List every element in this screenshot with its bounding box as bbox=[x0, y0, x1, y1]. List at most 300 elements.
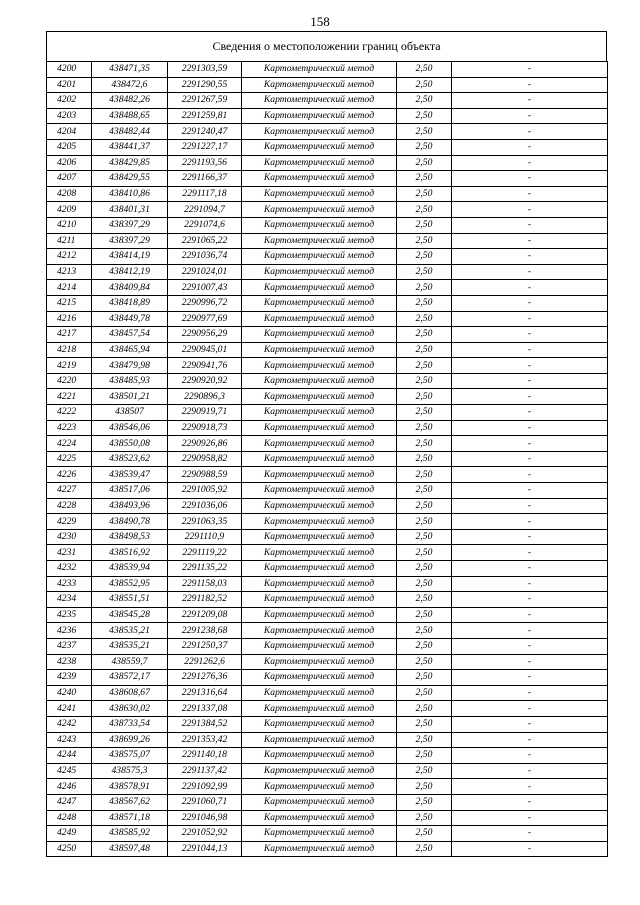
cell-method: Картометрический метод bbox=[242, 576, 397, 592]
table-row bbox=[47, 233, 608, 249]
cell-x-coordinate: 438457,54 bbox=[92, 327, 168, 343]
coordinates-table bbox=[46, 61, 608, 857]
cell-description: - bbox=[452, 467, 608, 483]
cell-accuracy: 2,50 bbox=[397, 826, 452, 842]
cell-accuracy: 2,50 bbox=[397, 841, 452, 857]
cell-description: - bbox=[452, 545, 608, 561]
cell-accuracy: 2,50 bbox=[397, 732, 452, 748]
cell-point-number: 4200 bbox=[47, 62, 92, 78]
cell-accuracy: 2,50 bbox=[397, 483, 452, 499]
cell-x-coordinate: 438479,98 bbox=[92, 358, 168, 374]
cell-y-coordinate: 2291117,18 bbox=[168, 186, 242, 202]
cell-y-coordinate: 2291052,92 bbox=[168, 826, 242, 842]
cell-point-number: 4218 bbox=[47, 342, 92, 358]
table-row bbox=[47, 93, 608, 109]
coordinates-table-body bbox=[47, 62, 608, 857]
cell-accuracy: 2,50 bbox=[397, 685, 452, 701]
table-row bbox=[47, 139, 608, 155]
cell-y-coordinate: 2290958,82 bbox=[168, 451, 242, 467]
cell-accuracy: 2,50 bbox=[397, 561, 452, 577]
cell-x-coordinate: 438485,93 bbox=[92, 373, 168, 389]
cell-point-number: 4227 bbox=[47, 483, 92, 499]
cell-method: Картометрический метод bbox=[242, 529, 397, 545]
cell-description: - bbox=[452, 420, 608, 436]
cell-point-number: 4231 bbox=[47, 545, 92, 561]
table-row bbox=[47, 108, 608, 124]
cell-accuracy: 2,50 bbox=[397, 794, 452, 810]
cell-x-coordinate: 438539,47 bbox=[92, 467, 168, 483]
cell-x-coordinate: 438482,44 bbox=[92, 124, 168, 140]
cell-y-coordinate: 2291209,08 bbox=[168, 607, 242, 623]
cell-accuracy: 2,50 bbox=[397, 638, 452, 654]
table-row bbox=[47, 311, 608, 327]
cell-point-number: 4235 bbox=[47, 607, 92, 623]
cell-point-number: 4234 bbox=[47, 592, 92, 608]
table-row bbox=[47, 638, 608, 654]
cell-point-number: 4202 bbox=[47, 93, 92, 109]
cell-description: - bbox=[452, 124, 608, 140]
cell-point-number: 4245 bbox=[47, 763, 92, 779]
cell-description: - bbox=[452, 483, 608, 499]
cell-x-coordinate: 438551,51 bbox=[92, 592, 168, 608]
cell-description: - bbox=[452, 327, 608, 343]
cell-y-coordinate: 2291303,59 bbox=[168, 62, 242, 78]
cell-method: Картометрический метод bbox=[242, 794, 397, 810]
cell-x-coordinate: 438465,94 bbox=[92, 342, 168, 358]
cell-description: - bbox=[452, 623, 608, 639]
cell-description: - bbox=[452, 716, 608, 732]
cell-accuracy: 2,50 bbox=[397, 389, 452, 405]
table-row bbox=[47, 748, 608, 764]
table-header bbox=[46, 31, 607, 61]
cell-accuracy: 2,50 bbox=[397, 327, 452, 343]
cell-description: - bbox=[452, 311, 608, 327]
cell-y-coordinate: 2291060,71 bbox=[168, 794, 242, 810]
cell-description: - bbox=[452, 763, 608, 779]
cell-method: Картометрический метод bbox=[242, 171, 397, 187]
table-row bbox=[47, 561, 608, 577]
cell-description: - bbox=[452, 155, 608, 171]
table-row bbox=[47, 295, 608, 311]
cell-method: Картометрический метод bbox=[242, 545, 397, 561]
cell-y-coordinate: 2291227,17 bbox=[168, 139, 242, 155]
cell-x-coordinate: 438490,78 bbox=[92, 514, 168, 530]
cell-y-coordinate: 2291238,68 bbox=[168, 623, 242, 639]
cell-point-number: 4224 bbox=[47, 436, 92, 452]
cell-accuracy: 2,50 bbox=[397, 358, 452, 374]
cell-point-number: 4221 bbox=[47, 389, 92, 405]
table-row bbox=[47, 77, 608, 93]
cell-y-coordinate: 2291353,42 bbox=[168, 732, 242, 748]
cell-description: - bbox=[452, 295, 608, 311]
cell-description: - bbox=[452, 233, 608, 249]
cell-y-coordinate: 2291384,52 bbox=[168, 716, 242, 732]
cell-accuracy: 2,50 bbox=[397, 701, 452, 717]
cell-point-number: 4213 bbox=[47, 264, 92, 280]
table-row bbox=[47, 405, 608, 421]
cell-accuracy: 2,50 bbox=[397, 467, 452, 483]
cell-method: Картометрический метод bbox=[242, 436, 397, 452]
cell-description: - bbox=[452, 732, 608, 748]
cell-x-coordinate: 438559,7 bbox=[92, 654, 168, 670]
cell-y-coordinate: 2291036,06 bbox=[168, 498, 242, 514]
cell-description: - bbox=[452, 342, 608, 358]
table-row bbox=[47, 810, 608, 826]
cell-x-coordinate: 438472,6 bbox=[92, 77, 168, 93]
cell-description: - bbox=[452, 280, 608, 296]
cell-accuracy: 2,50 bbox=[397, 607, 452, 623]
cell-method: Картометрический метод bbox=[242, 186, 397, 202]
cell-method: Картометрический метод bbox=[242, 327, 397, 343]
table-row bbox=[47, 420, 608, 436]
cell-description: - bbox=[452, 108, 608, 124]
cell-y-coordinate: 2291250,37 bbox=[168, 638, 242, 654]
cell-point-number: 4247 bbox=[47, 794, 92, 810]
cell-accuracy: 2,50 bbox=[397, 295, 452, 311]
cell-method: Картометрический метод bbox=[242, 716, 397, 732]
cell-x-coordinate: 438397,29 bbox=[92, 233, 168, 249]
cell-y-coordinate: 2291036,74 bbox=[168, 249, 242, 265]
cell-x-coordinate: 438429,55 bbox=[92, 171, 168, 187]
cell-method: Картометрический метод bbox=[242, 311, 397, 327]
cell-accuracy: 2,50 bbox=[397, 155, 452, 171]
cell-accuracy: 2,50 bbox=[397, 139, 452, 155]
cell-description: - bbox=[452, 62, 608, 78]
table-row bbox=[47, 498, 608, 514]
cell-point-number: 4230 bbox=[47, 529, 92, 545]
cell-method: Картометрический метод bbox=[242, 670, 397, 686]
cell-point-number: 4203 bbox=[47, 108, 92, 124]
table-row bbox=[47, 623, 608, 639]
table-title: Сведения о местоположении границ объекта bbox=[212, 39, 441, 53]
cell-x-coordinate: 438471,35 bbox=[92, 62, 168, 78]
cell-y-coordinate: 2291063,35 bbox=[168, 514, 242, 530]
cell-method: Картометрический метод bbox=[242, 623, 397, 639]
cell-description: - bbox=[452, 654, 608, 670]
cell-x-coordinate: 438585,92 bbox=[92, 826, 168, 842]
cell-point-number: 4229 bbox=[47, 514, 92, 530]
cell-accuracy: 2,50 bbox=[397, 763, 452, 779]
cell-point-number: 4226 bbox=[47, 467, 92, 483]
cell-point-number: 4233 bbox=[47, 576, 92, 592]
cell-x-coordinate: 438571,18 bbox=[92, 810, 168, 826]
cell-description: - bbox=[452, 841, 608, 857]
cell-method: Картометрический метод bbox=[242, 93, 397, 109]
cell-accuracy: 2,50 bbox=[397, 264, 452, 280]
cell-method: Картометрический метод bbox=[242, 732, 397, 748]
cell-method: Картометрический метод bbox=[242, 685, 397, 701]
cell-accuracy: 2,50 bbox=[397, 420, 452, 436]
cell-method: Картометрический метод bbox=[242, 405, 397, 421]
cell-method: Картометрический метод bbox=[242, 514, 397, 530]
cell-x-coordinate: 438401,31 bbox=[92, 202, 168, 218]
cell-y-coordinate: 2290956,29 bbox=[168, 327, 242, 343]
cell-method: Картометрический метод bbox=[242, 124, 397, 140]
cell-description: - bbox=[452, 607, 608, 623]
cell-description: - bbox=[452, 217, 608, 233]
cell-point-number: 4201 bbox=[47, 77, 92, 93]
cell-point-number: 4242 bbox=[47, 716, 92, 732]
cell-accuracy: 2,50 bbox=[397, 514, 452, 530]
cell-method: Картометрический метод bbox=[242, 763, 397, 779]
cell-y-coordinate: 2291007,43 bbox=[168, 280, 242, 296]
table-row bbox=[47, 342, 608, 358]
table-row bbox=[47, 483, 608, 499]
cell-y-coordinate: 2290941,76 bbox=[168, 358, 242, 374]
cell-accuracy: 2,50 bbox=[397, 171, 452, 187]
cell-y-coordinate: 2290926,86 bbox=[168, 436, 242, 452]
cell-x-coordinate: 438414,19 bbox=[92, 249, 168, 265]
cell-x-coordinate: 438575,07 bbox=[92, 748, 168, 764]
cell-x-coordinate: 438410,86 bbox=[92, 186, 168, 202]
cell-method: Картометрический метод bbox=[242, 217, 397, 233]
cell-point-number: 4205 bbox=[47, 139, 92, 155]
cell-point-number: 4219 bbox=[47, 358, 92, 374]
cell-point-number: 4210 bbox=[47, 217, 92, 233]
table-row bbox=[47, 529, 608, 545]
table-row bbox=[47, 217, 608, 233]
cell-accuracy: 2,50 bbox=[397, 529, 452, 545]
cell-point-number: 4225 bbox=[47, 451, 92, 467]
cell-method: Картометрический метод bbox=[242, 62, 397, 78]
cell-accuracy: 2,50 bbox=[397, 748, 452, 764]
cell-y-coordinate: 2291110,9 bbox=[168, 529, 242, 545]
cell-method: Картометрический метод bbox=[242, 264, 397, 280]
table-row bbox=[47, 716, 608, 732]
cell-accuracy: 2,50 bbox=[397, 545, 452, 561]
cell-accuracy: 2,50 bbox=[397, 779, 452, 795]
cell-x-coordinate: 438597,48 bbox=[92, 841, 168, 857]
cell-accuracy: 2,50 bbox=[397, 670, 452, 686]
cell-method: Картометрический метод bbox=[242, 451, 397, 467]
cell-point-number: 4246 bbox=[47, 779, 92, 795]
cell-point-number: 4228 bbox=[47, 498, 92, 514]
cell-point-number: 4248 bbox=[47, 810, 92, 826]
cell-description: - bbox=[452, 77, 608, 93]
cell-point-number: 4214 bbox=[47, 280, 92, 296]
cell-method: Картометрический метод bbox=[242, 233, 397, 249]
cell-accuracy: 2,50 bbox=[397, 62, 452, 78]
table-row bbox=[47, 280, 608, 296]
cell-point-number: 4250 bbox=[47, 841, 92, 857]
table-row bbox=[47, 171, 608, 187]
cell-accuracy: 2,50 bbox=[397, 202, 452, 218]
cell-y-coordinate: 2291182,52 bbox=[168, 592, 242, 608]
table-row bbox=[47, 826, 608, 842]
cell-x-coordinate: 438575,3 bbox=[92, 763, 168, 779]
cell-y-coordinate: 2290988,59 bbox=[168, 467, 242, 483]
cell-x-coordinate: 438545,28 bbox=[92, 607, 168, 623]
table-row bbox=[47, 358, 608, 374]
cell-y-coordinate: 2291267,59 bbox=[168, 93, 242, 109]
cell-y-coordinate: 2291276,36 bbox=[168, 670, 242, 686]
cell-x-coordinate: 438482,26 bbox=[92, 93, 168, 109]
cell-y-coordinate: 2291262,6 bbox=[168, 654, 242, 670]
cell-description: - bbox=[452, 748, 608, 764]
cell-accuracy: 2,50 bbox=[397, 405, 452, 421]
cell-point-number: 4240 bbox=[47, 685, 92, 701]
cell-y-coordinate: 2291137,42 bbox=[168, 763, 242, 779]
cell-x-coordinate: 438550,08 bbox=[92, 436, 168, 452]
table-row bbox=[47, 186, 608, 202]
cell-x-coordinate: 438733,54 bbox=[92, 716, 168, 732]
table-row bbox=[47, 124, 608, 140]
cell-accuracy: 2,50 bbox=[397, 654, 452, 670]
cell-accuracy: 2,50 bbox=[397, 716, 452, 732]
cell-method: Картометрический метод bbox=[242, 826, 397, 842]
cell-x-coordinate: 438523,62 bbox=[92, 451, 168, 467]
cell-point-number: 4244 bbox=[47, 748, 92, 764]
cell-point-number: 4217 bbox=[47, 327, 92, 343]
cell-y-coordinate: 2290977,69 bbox=[168, 311, 242, 327]
cell-method: Картометрический метод bbox=[242, 748, 397, 764]
cell-x-coordinate: 438552,95 bbox=[92, 576, 168, 592]
table-row bbox=[47, 436, 608, 452]
cell-point-number: 4223 bbox=[47, 420, 92, 436]
cell-x-coordinate: 438418,89 bbox=[92, 295, 168, 311]
cell-point-number: 4215 bbox=[47, 295, 92, 311]
table-row bbox=[47, 794, 608, 810]
cell-method: Картометрический метод bbox=[242, 420, 397, 436]
cell-accuracy: 2,50 bbox=[397, 436, 452, 452]
cell-description: - bbox=[452, 249, 608, 265]
cell-x-coordinate: 438441,37 bbox=[92, 139, 168, 155]
table-row bbox=[47, 685, 608, 701]
cell-point-number: 4237 bbox=[47, 638, 92, 654]
cell-method: Картометрический метод bbox=[242, 498, 397, 514]
cell-accuracy: 2,50 bbox=[397, 217, 452, 233]
cell-method: Картометрический метод bbox=[242, 202, 397, 218]
table-row bbox=[47, 701, 608, 717]
cell-description: - bbox=[452, 498, 608, 514]
cell-accuracy: 2,50 bbox=[397, 108, 452, 124]
cell-y-coordinate: 2291290,55 bbox=[168, 77, 242, 93]
cell-description: - bbox=[452, 670, 608, 686]
cell-method: Картометрический метод bbox=[242, 373, 397, 389]
cell-method: Картометрический метод bbox=[242, 638, 397, 654]
cell-y-coordinate: 2291240,47 bbox=[168, 124, 242, 140]
cell-accuracy: 2,50 bbox=[397, 576, 452, 592]
cell-point-number: 4212 bbox=[47, 249, 92, 265]
cell-x-coordinate: 438535,21 bbox=[92, 638, 168, 654]
cell-y-coordinate: 2290996,72 bbox=[168, 295, 242, 311]
cell-method: Картометрический метод bbox=[242, 561, 397, 577]
cell-method: Картометрический метод bbox=[242, 607, 397, 623]
cell-y-coordinate: 2291166,37 bbox=[168, 171, 242, 187]
cell-y-coordinate: 2290918,73 bbox=[168, 420, 242, 436]
cell-accuracy: 2,50 bbox=[397, 592, 452, 608]
cell-method: Картометрический метод bbox=[242, 654, 397, 670]
cell-y-coordinate: 2291337,08 bbox=[168, 701, 242, 717]
cell-method: Картометрический метод bbox=[242, 249, 397, 265]
cell-description: - bbox=[452, 685, 608, 701]
cell-method: Картометрический метод bbox=[242, 389, 397, 405]
cell-description: - bbox=[452, 171, 608, 187]
cell-accuracy: 2,50 bbox=[397, 342, 452, 358]
cell-x-coordinate: 438412,19 bbox=[92, 264, 168, 280]
cell-method: Картометрический метод bbox=[242, 77, 397, 93]
cell-method: Картометрический метод bbox=[242, 841, 397, 857]
cell-y-coordinate: 2291140,18 bbox=[168, 748, 242, 764]
cell-point-number: 4220 bbox=[47, 373, 92, 389]
cell-point-number: 4222 bbox=[47, 405, 92, 421]
cell-x-coordinate: 438572,17 bbox=[92, 670, 168, 686]
cell-description: - bbox=[452, 451, 608, 467]
cell-accuracy: 2,50 bbox=[397, 186, 452, 202]
cell-point-number: 4238 bbox=[47, 654, 92, 670]
cell-y-coordinate: 2291024,01 bbox=[168, 264, 242, 280]
cell-accuracy: 2,50 bbox=[397, 311, 452, 327]
cell-accuracy: 2,50 bbox=[397, 77, 452, 93]
cell-x-coordinate: 438535,21 bbox=[92, 623, 168, 639]
cell-x-coordinate: 438539,94 bbox=[92, 561, 168, 577]
cell-description: - bbox=[452, 779, 608, 795]
cell-point-number: 4204 bbox=[47, 124, 92, 140]
cell-point-number: 4249 bbox=[47, 826, 92, 842]
cell-description: - bbox=[452, 358, 608, 374]
cell-accuracy: 2,50 bbox=[397, 623, 452, 639]
table-row bbox=[47, 732, 608, 748]
table-row bbox=[47, 62, 608, 78]
table-row bbox=[47, 841, 608, 857]
cell-accuracy: 2,50 bbox=[397, 93, 452, 109]
cell-description: - bbox=[452, 529, 608, 545]
cell-y-coordinate: 2291005,92 bbox=[168, 483, 242, 499]
table-row bbox=[47, 155, 608, 171]
cell-method: Картометрический метод bbox=[242, 358, 397, 374]
cell-point-number: 4208 bbox=[47, 186, 92, 202]
cell-description: - bbox=[452, 561, 608, 577]
table-row bbox=[47, 654, 608, 670]
cell-y-coordinate: 2291092,99 bbox=[168, 779, 242, 795]
table-row bbox=[47, 545, 608, 561]
cell-y-coordinate: 2290945,01 bbox=[168, 342, 242, 358]
cell-description: - bbox=[452, 514, 608, 530]
cell-y-coordinate: 2291094,7 bbox=[168, 202, 242, 218]
cell-y-coordinate: 2291259,81 bbox=[168, 108, 242, 124]
cell-accuracy: 2,50 bbox=[397, 373, 452, 389]
cell-x-coordinate: 438449,78 bbox=[92, 311, 168, 327]
cell-x-coordinate: 438507 bbox=[92, 405, 168, 421]
cell-y-coordinate: 2290919,71 bbox=[168, 405, 242, 421]
table-row bbox=[47, 467, 608, 483]
cell-point-number: 4241 bbox=[47, 701, 92, 717]
cell-x-coordinate: 438409,84 bbox=[92, 280, 168, 296]
cell-method: Картометрический метод bbox=[242, 108, 397, 124]
cell-method: Картометрический метод bbox=[242, 155, 397, 171]
cell-method: Картометрический метод bbox=[242, 467, 397, 483]
cell-accuracy: 2,50 bbox=[397, 124, 452, 140]
table-row bbox=[47, 389, 608, 405]
cell-y-coordinate: 2291074,6 bbox=[168, 217, 242, 233]
cell-x-coordinate: 438397,29 bbox=[92, 217, 168, 233]
cell-accuracy: 2,50 bbox=[397, 233, 452, 249]
cell-y-coordinate: 2290920,92 bbox=[168, 373, 242, 389]
cell-accuracy: 2,50 bbox=[397, 810, 452, 826]
cell-description: - bbox=[452, 576, 608, 592]
cell-description: - bbox=[452, 592, 608, 608]
cell-description: - bbox=[452, 202, 608, 218]
table-row bbox=[47, 249, 608, 265]
cell-x-coordinate: 438608,67 bbox=[92, 685, 168, 701]
cell-x-coordinate: 438498,53 bbox=[92, 529, 168, 545]
cell-accuracy: 2,50 bbox=[397, 280, 452, 296]
cell-x-coordinate: 438517,06 bbox=[92, 483, 168, 499]
cell-y-coordinate: 2291046,98 bbox=[168, 810, 242, 826]
cell-description: - bbox=[452, 264, 608, 280]
cell-y-coordinate: 2291135,22 bbox=[168, 561, 242, 577]
table-row bbox=[47, 607, 608, 623]
